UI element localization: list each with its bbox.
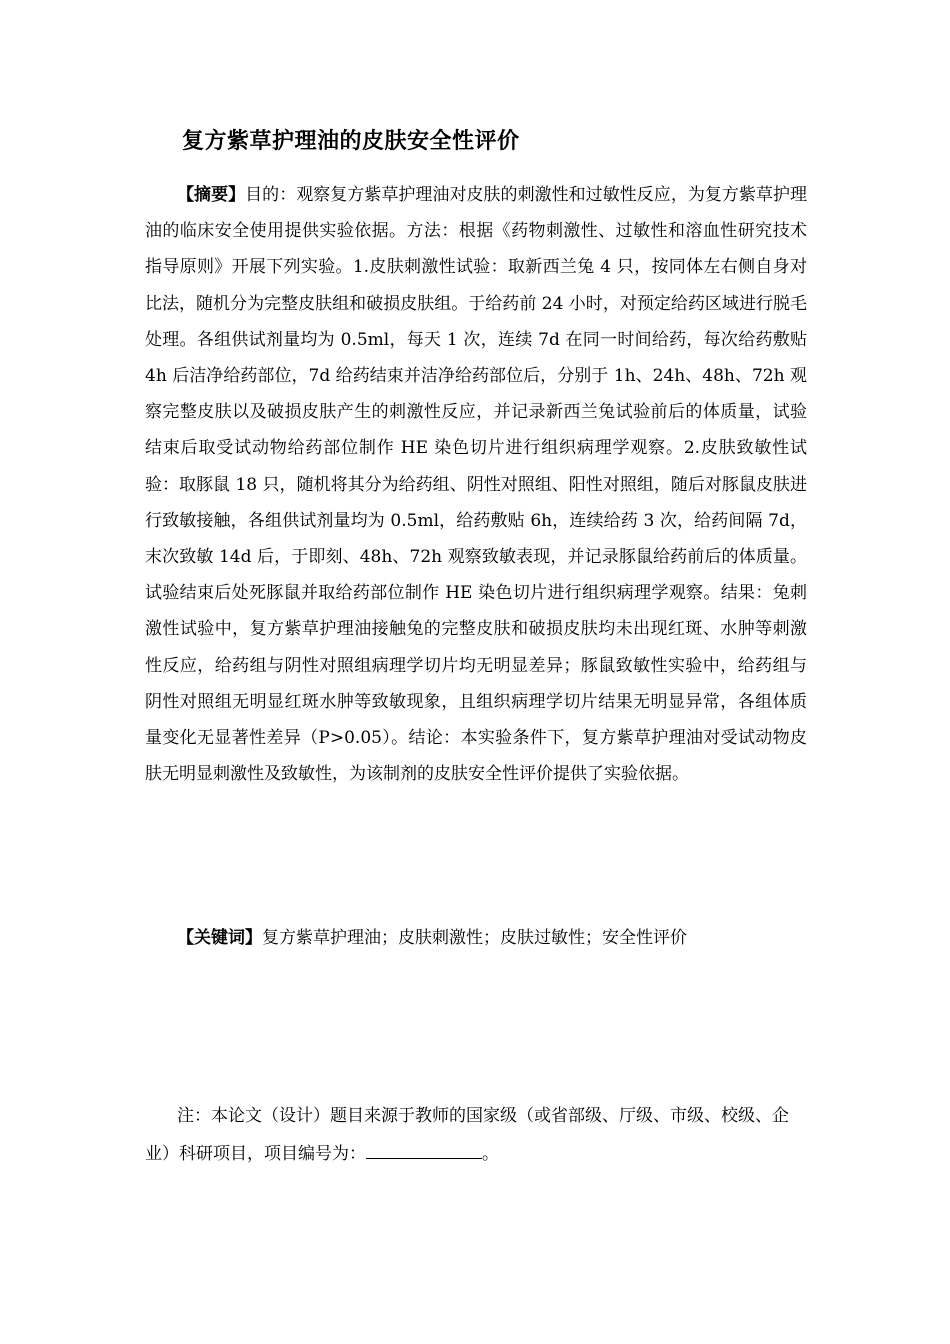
note-suffix: 。: [482, 1144, 499, 1164]
note-text: 注：本论文（设计）题目来源于教师的国家级（或省部级、厅级、市级、校级、企业）科研项目，项目编号为：: [145, 1106, 789, 1164]
abstract-label: 【摘要】: [177, 185, 246, 205]
document-title: 复方紫草护理油的皮肤安全性评价: [182, 129, 520, 154]
project-number-blank: [366, 1144, 482, 1159]
abstract-text: 目的：观察复方紫草护理油对皮肤的刺激性和过敏性反应，为复方紫草护理油的临床安全使用提供实验依据。方法：根据《药物刺激性、过敏性和溶血性研究技术指导原则》开展下列实验。1.皮肤刺激性试验：取新西兰兔 4 只，按同体左右侧自身对比法，随机分为完整皮肤组和破损皮肤组。于给药前 24 小时，对预定给药区域进行脱毛处理。各组供试剂量均为 0.5ml，每天 1 次，连续 7d 在同一时间给药，每次给药敷贴 4h 后洁净给药部位，7d 给药结束并洁净给药部位后，分别于 1h、24h、48h、72h 观察完整皮肤以及破损皮肤产生的刺激性反应，并记录新西兰兔试验前后的体质量，试验结束后取受试动物给药部位制作 HE 染色切片进行组织病理学观察。2.皮肤致敏性试验：取豚鼠 18 只，随机将其分为给药组、阴性对照组、阳性对照组，随后对豚鼠皮肤进行致敏接触，各组供试剂量均为 0.5ml，给药敷贴 6h，连续给药 3 次，给药间隔 7d，末次致敏 14d 后，于即刻、48h、72h 观察致敏表现，并记录豚鼠给药前后的体质量。试验结束后处死豚鼠并取给药部位制作 HE 染色切片进行组织病理学观察。结果：兔刺激性试验中，复方紫草护理油接触兔的完整皮肤和破损皮肤均未出现红斑、水肿等刺激性反应，给药组与阴性对照组病理学切片均无明显差异；豚鼠致敏性实验中，给药组与阴性对照组无明显红斑水肿等致敏现象，且组织病理学切片结果无明显异常，各组体质量变化无显著性差异（P>0.05）。结论：本实验条件下，复方紫草护理油对受试动物皮肤无明显刺激性及致敏性，为该制剂的皮肤安全性评价提供了实验依据。: [145, 185, 808, 785]
keywords-label: 【关键词】: [177, 928, 262, 948]
abstract-paragraph: [145, 177, 807, 792]
keywords-text: 复方紫草护理油；皮肤刺激性；皮肤过敏性；安全性评价: [262, 928, 687, 948]
project-note: [145, 1097, 807, 1173]
keywords-line: [177, 921, 817, 955]
